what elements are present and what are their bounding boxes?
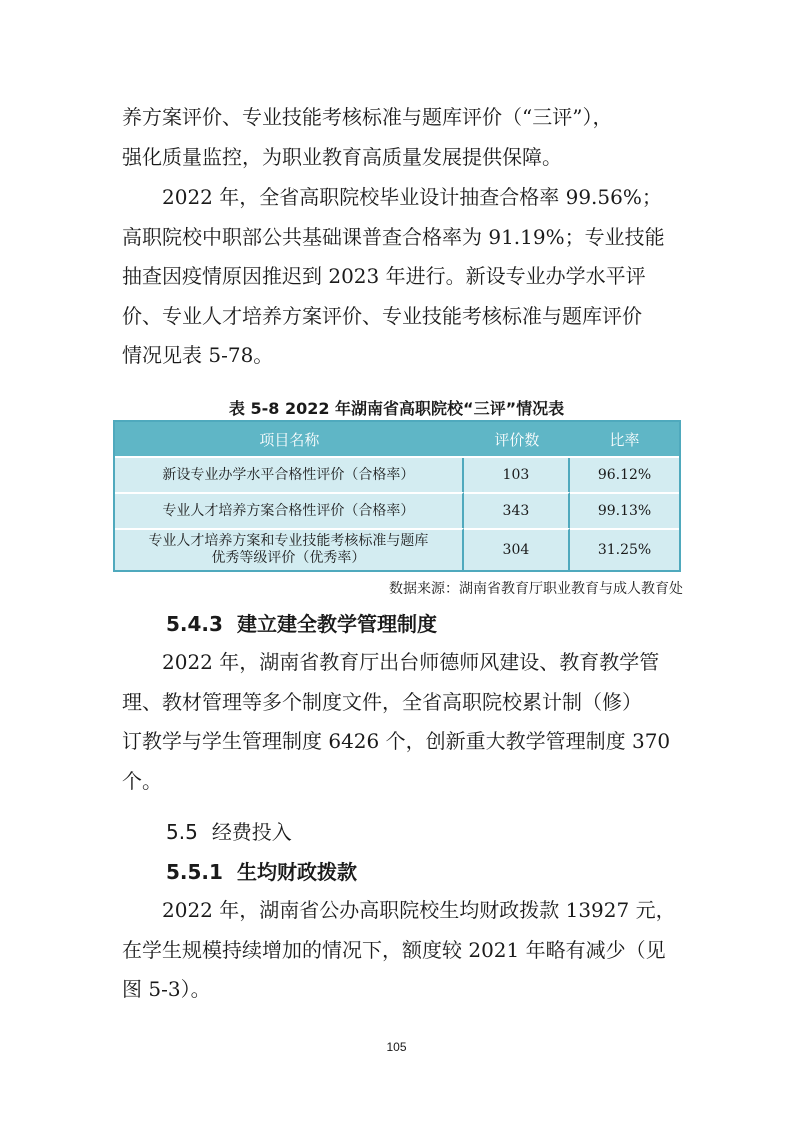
section-number: 5.4.3 [166,612,223,636]
text-line: 在学生规模持续增加的情况下，额度较 2021 年略有减少（见 [122,937,666,962]
header-count: 评价数 [464,422,570,458]
paragraph-funding [122,891,682,1010]
cell-rate: 31.25% [570,528,679,570]
data-source-note: 数据来源：湖南省教育厅职业教育与成人教育处 [389,581,683,597]
cell-text: 优秀等级评价（优秀率） [211,550,366,566]
cell-text: 专业人才培养方案和专业技能考核标准与题库 [148,533,429,549]
cell-count: 304 [464,528,570,570]
section-title: 生均财政拨款 [236,860,357,884]
table-row [115,492,679,528]
cell-project-name [115,492,464,528]
text-line: 价、专业人才培养方案评价、专业技能考核标准与题库评价 [122,303,642,328]
cell-text: 新设专业办学水平合格性评价（合格率） [162,466,415,483]
cell-count: 103 [464,458,570,492]
section-title: 经费投入 [211,820,292,844]
section-heading-5-5-1 [166,856,357,885]
table-row [115,528,679,570]
table-header-row [115,422,679,458]
text-line: 理、教材管理等多个制度文件，全省高职院校累计制（修） [122,689,642,714]
text-line: 2022 年，湖南省教育厅出台师德师风建设、教育教学管 [162,650,660,674]
paragraph-management-system [122,643,682,801]
table-caption: 表 5-8 2022 年湖南省高职院校“三评”情况表 [228,399,565,418]
text-line: 个。 [122,768,162,793]
page-number: 105 [386,1040,407,1054]
header-rate: 比率 [570,422,679,458]
cell-project-name [115,528,464,570]
section-title: 建立建全教学管理制度 [236,612,437,636]
text-line: 高职院校中职部公共基础课普查合格率为 91.19%；专业技能 [122,224,665,249]
section-heading-5-4-3 [166,608,437,637]
text-line: 抽查因疫情原因推迟到 2023 年进行。新设专业办学水平评 [122,264,646,288]
text-line: 2022 年，湖南省公办高职院校生均财政拨款 13927 元， [162,898,676,922]
section-number: 5.5 [166,820,198,844]
section-number: 5.5.1 [166,860,223,884]
section-heading-5-5 [166,816,292,845]
header-project-name: 项目名称 [115,422,464,458]
text-line: 订教学与学生管理制度 6426 个，创新重大教学管理制度 370 [122,729,671,753]
text-line: 强化质量监控，为职业教育高质量发展提供保障。 [122,144,562,169]
cell-rate: 99.13% [570,492,679,528]
evaluation-table [113,420,681,572]
text-line: 养方案评价、专业技能考核标准与题库评价（“三评”）， [122,105,613,129]
text-line: 情况见表 5-78。 [122,343,274,367]
cell-project-name [115,458,464,492]
cell-rate: 96.12% [570,458,679,492]
intro-paragraph [122,98,682,177]
cell-count: 343 [464,492,570,528]
text-line: 图 5-3）。 [122,977,211,1001]
cell-text: 专业人才培养方案合格性评价（合格率） [162,502,415,519]
paragraph-2022-results [122,178,682,376]
table-row [115,458,679,492]
text-line: 2022 年，全省高职院校毕业设计抽查合格率 99.56%； [162,185,662,209]
